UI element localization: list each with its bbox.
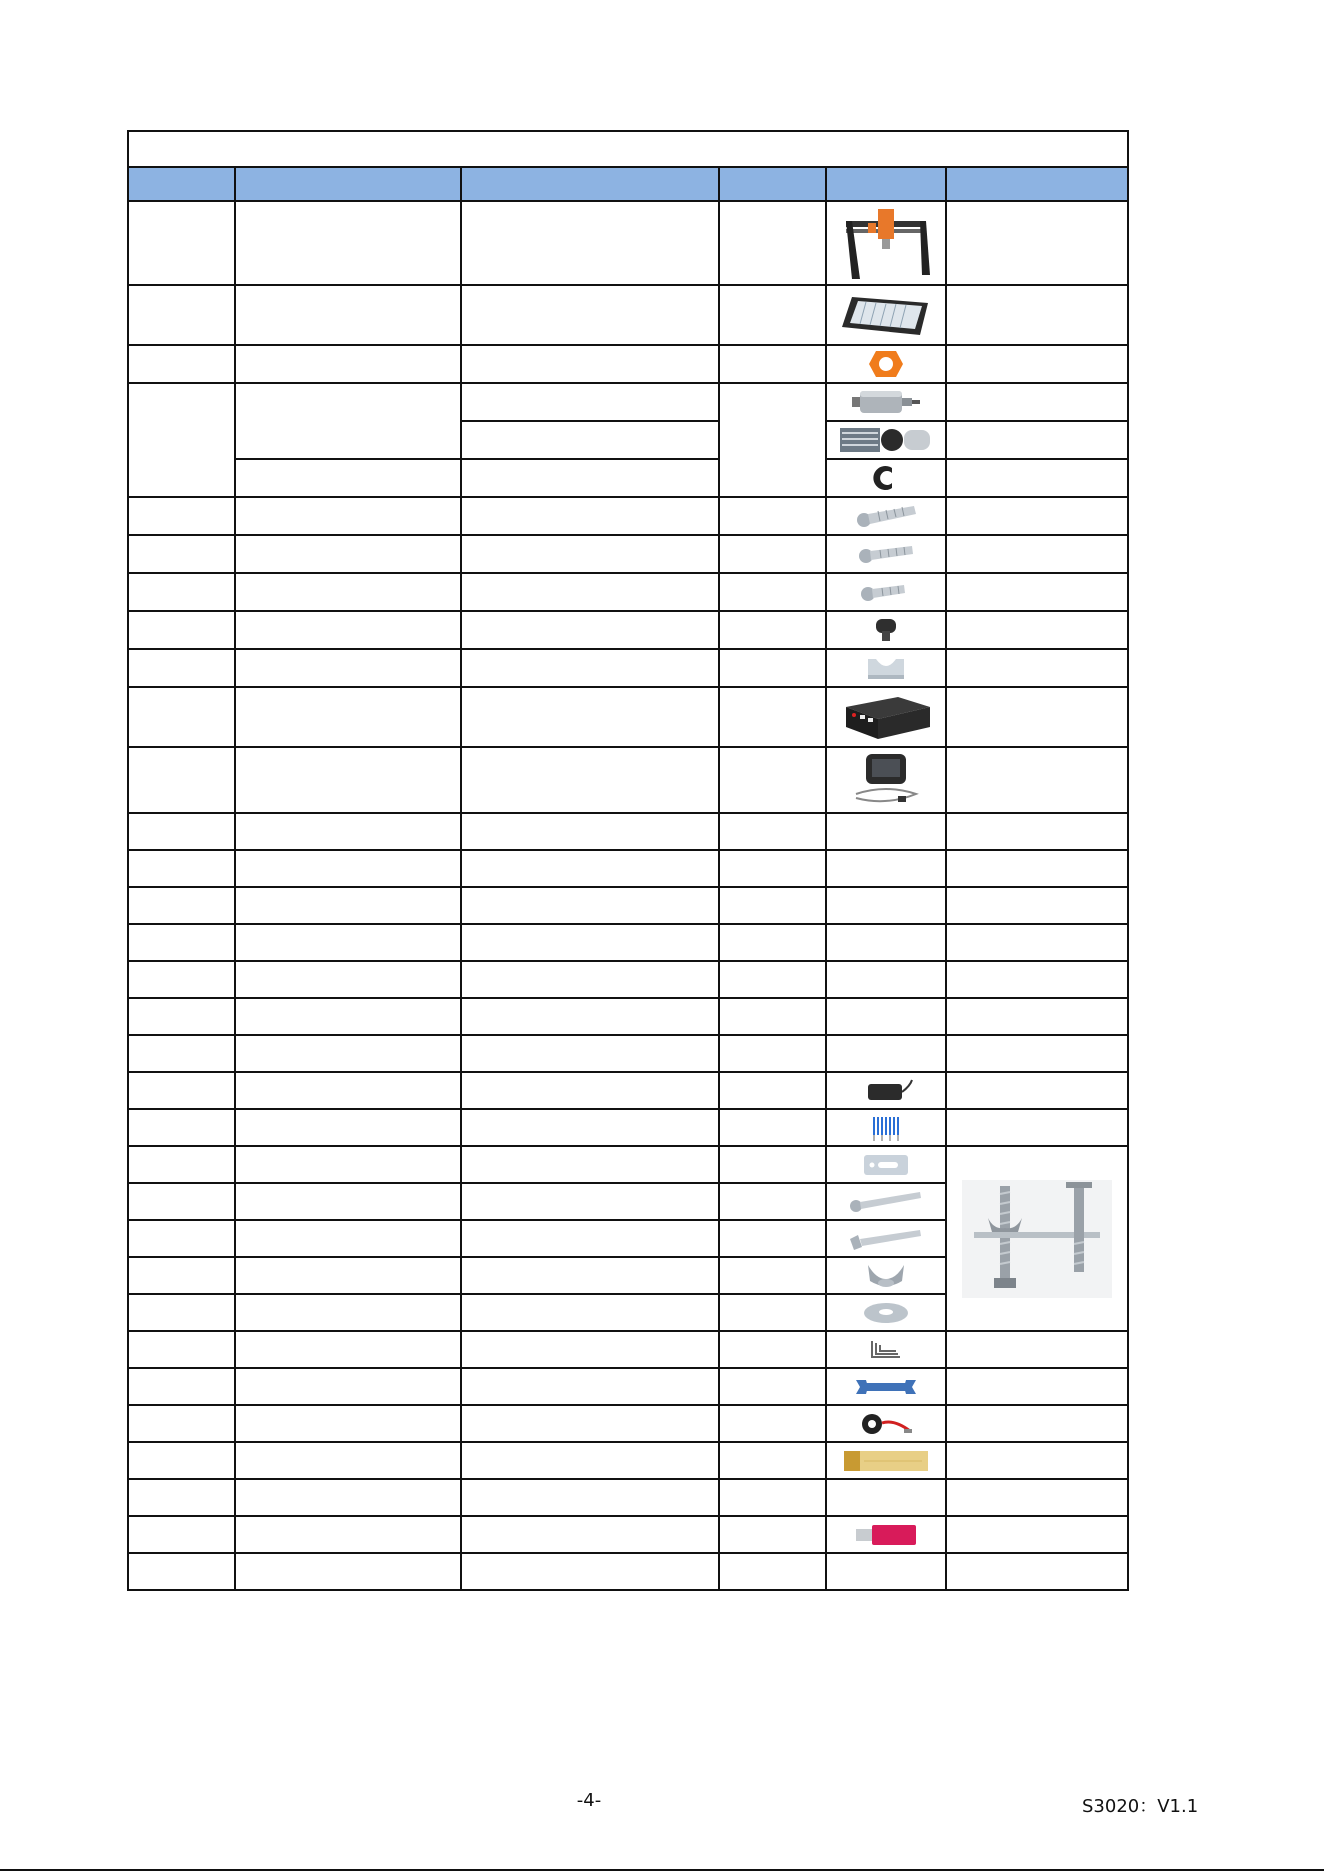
version-label: S3020：V1.1 [1082, 1796, 1199, 1817]
power-adapter-image [826, 1072, 946, 1109]
screw-long-image [826, 497, 946, 535]
bottom-rule [0, 1869, 1324, 1871]
table-header-row [128, 167, 1128, 201]
screw-short-image [826, 573, 946, 611]
table-title-row [128, 131, 1128, 167]
table-row [128, 924, 1128, 961]
table-row [128, 649, 1128, 687]
spindle-clamp-image [826, 345, 946, 383]
long-bolt-image [826, 1183, 946, 1220]
table-row [128, 747, 1128, 813]
table-row [128, 1368, 1128, 1405]
control-box-image [826, 687, 946, 747]
table-row [128, 611, 1128, 649]
probe-tape-image [826, 1405, 946, 1442]
parts-list-table [127, 130, 1129, 1591]
header-cell-5 [826, 167, 946, 201]
engraving-bits-image [826, 1109, 946, 1146]
c-ring-image [826, 459, 946, 497]
table-row [128, 345, 1128, 383]
page-number: -4- [576, 1790, 602, 1811]
screw-medium-image [826, 535, 946, 573]
table-row [128, 1553, 1128, 1590]
table-row [128, 1442, 1128, 1479]
work-bed-image [826, 285, 946, 345]
cnc-frame-image [826, 201, 946, 285]
table-row [128, 1516, 1128, 1553]
table-row [128, 383, 1128, 421]
wood-board-image [826, 1442, 946, 1479]
table-row [128, 1072, 1128, 1109]
table-row [128, 1035, 1128, 1072]
usb-drive-image [826, 1516, 946, 1553]
table-title-cell [128, 131, 1128, 167]
table-row [128, 1331, 1128, 1368]
table-row [128, 573, 1128, 611]
header-cell-6 [946, 167, 1128, 201]
header-cell-2 [235, 167, 461, 201]
collet-set-image [826, 421, 946, 459]
table-row [128, 961, 1128, 998]
header-cell-1 [128, 167, 235, 201]
table-row [128, 1479, 1128, 1516]
table-row [128, 1146, 1128, 1183]
washer-image [826, 1294, 946, 1331]
table-row [128, 887, 1128, 924]
table-row [128, 1405, 1128, 1442]
table-row [128, 813, 1128, 850]
clamp-assembly-image [946, 1146, 1128, 1331]
header-cell-4 [719, 167, 826, 201]
table-row [128, 459, 1128, 497]
spindle-motor-image [826, 383, 946, 421]
table-row [128, 201, 1128, 285]
offline-controller-image [826, 747, 946, 813]
table-row [128, 285, 1128, 345]
table-row [128, 998, 1128, 1035]
clamp-plate-image [826, 1146, 946, 1183]
wrench-image [826, 1368, 946, 1405]
wing-nut-image [826, 1257, 946, 1294]
table-row [128, 850, 1128, 887]
header-cell-3 [461, 167, 719, 201]
table-row [128, 1109, 1128, 1146]
table-row [128, 687, 1128, 747]
hex-keys-image [826, 1331, 946, 1368]
bolt-image [826, 1220, 946, 1257]
knob-image [826, 611, 946, 649]
table-row [128, 535, 1128, 573]
table-row [128, 497, 1128, 535]
bracket-image [826, 649, 946, 687]
